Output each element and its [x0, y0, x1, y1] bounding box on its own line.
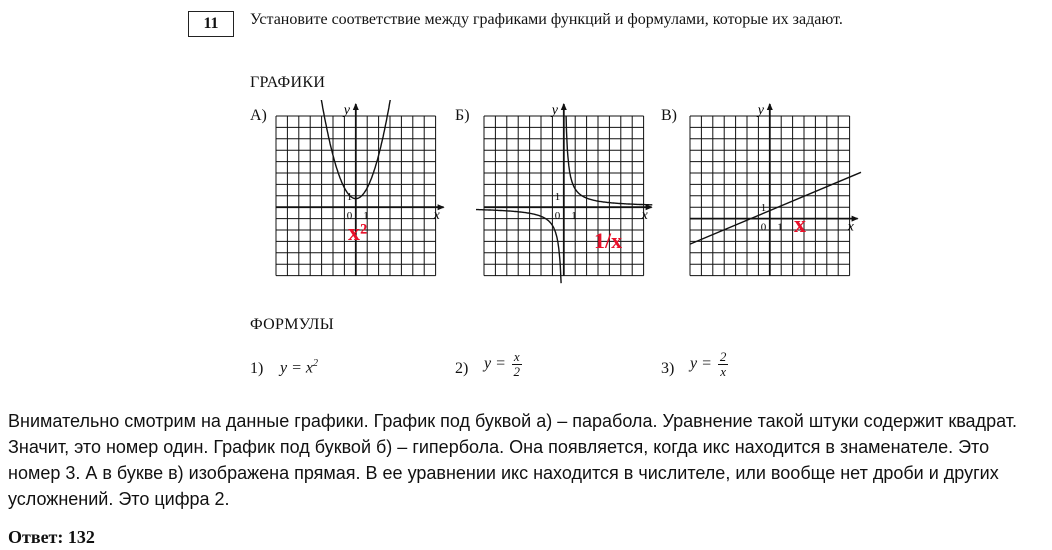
- x-axis-label: x: [847, 219, 854, 235]
- formula-1-number: 1): [250, 360, 264, 377]
- graph-label-c: В): [661, 107, 677, 124]
- origin-label: 0: [346, 210, 353, 223]
- graph-c-line: [682, 100, 872, 290]
- y-tick-one: 1: [760, 202, 767, 215]
- formula-3-number: 3): [661, 360, 675, 377]
- x-axis-label: x: [433, 208, 440, 224]
- formulas-heading: ФОРМУЛЫ: [250, 316, 334, 333]
- answer-text: Ответ: 132: [8, 527, 95, 547]
- y-axis-arrow: [767, 103, 773, 110]
- task-number-box: [188, 11, 234, 37]
- graph-a-parabola: [268, 100, 458, 290]
- x-tick-one: 1: [777, 221, 783, 234]
- x-tick-one: 1: [571, 210, 577, 223]
- formula-2-numerator: x: [513, 349, 520, 364]
- handwritten-annotation-b: 1/x: [594, 228, 623, 253]
- formula-2-lhs: y =: [484, 355, 506, 373]
- explanation-text: Внимательно смотрим на данные графики. График под буквой а) – парабола. Уравнение такой штуки содержит квадрат. Значит, это номер один. График под буквой б) – гипербола. Она появляется, когда икс находится в знаменателе. Это номер 3. А в букве в) изображена прямая. В ее уравнении икс находится в числителе, или вообще нет дроби и других усложнений. Это цифра 2.: [8, 411, 1017, 509]
- task-number: 11: [203, 15, 219, 32]
- formula-3-numerator: 2: [719, 349, 727, 364]
- y-axis-label: y: [343, 103, 351, 118]
- handwritten-annotation-c: x: [794, 212, 806, 238]
- graph-b-hyperbola: [476, 100, 666, 290]
- x-axis-label: x: [641, 208, 648, 224]
- formula-2-number: 2): [455, 360, 469, 377]
- origin-label: 0: [554, 210, 561, 223]
- curve-line: [690, 172, 861, 244]
- task-text: Установите соответствие между графиками функций и формулами, которые их задают.: [250, 11, 843, 28]
- y-axis-arrow: [353, 103, 359, 110]
- formula-2-fraction: [512, 350, 522, 379]
- formula-3-denominator: x: [720, 364, 727, 379]
- origin-label: 0: [760, 221, 767, 234]
- formula-3: [690, 350, 728, 379]
- formula-1-lhs: y = x: [280, 359, 313, 377]
- graphs-heading: ГРАФИКИ: [250, 74, 326, 91]
- formula-2-denominator: 2: [513, 364, 521, 379]
- formula-3-fraction: [718, 350, 729, 379]
- graph-label-b: Б): [455, 107, 470, 124]
- y-axis-label: y: [551, 103, 559, 118]
- formula-3-lhs: y =: [690, 355, 712, 373]
- formula-2: [484, 350, 522, 379]
- formula-1: [280, 358, 318, 377]
- handwritten-annotation-a: x²: [348, 220, 368, 246]
- y-tick-one: 1: [346, 190, 353, 203]
- y-axis-label: y: [757, 103, 765, 118]
- graph-label-a: А): [250, 107, 267, 124]
- formula-1-exponent: 2: [313, 358, 318, 369]
- y-axis-arrow: [561, 103, 567, 110]
- y-tick-one: 1: [554, 190, 561, 203]
- x-tick-one: 1: [363, 210, 369, 223]
